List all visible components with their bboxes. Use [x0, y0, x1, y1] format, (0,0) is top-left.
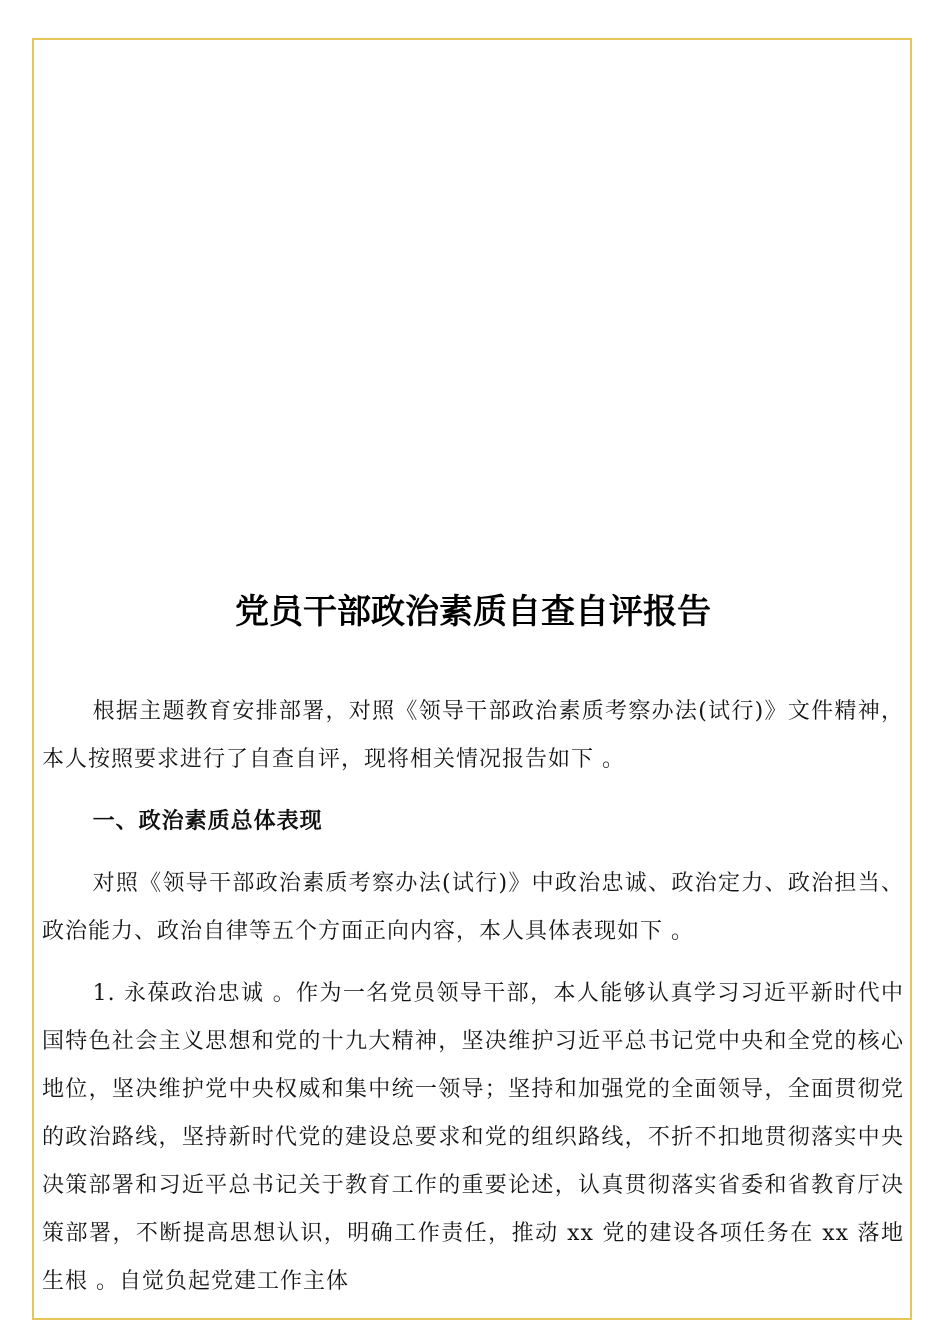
- section-heading-political-quality: 一、政治素质总体表现: [92, 809, 323, 834]
- intro-paragraph: 根据主题教育安排部署，对照《领导干部政治素质考察办法(试行)》文件精神，本人按照要求进行了自查自评，现将相关情况报告如下 。: [42, 699, 904, 772]
- document-body: [42, 588, 904, 1306]
- page-frame: [32, 38, 912, 1320]
- item-paragraph-political-loyalty: 1. 永葆政治忠诚 。作为一名党员领导干部，本人能够认真学习习近平新时代中国特色社会主义思想和党的十九大精神，坚决维护习近平总书记党中央和全党的核心地位，坚决维护党中央权威和集中统一领导；坚持和加强党的全面领导，全面贯彻党的政治路线，坚持新时代党的建设总要求和党的组织路线，不折不扣地贯彻落实中央决策部署和习近平总书记关于教育工作的重要论述，认真贯彻落实省委和省教育厅决策部署，不断提高思想认识，明确工作责任，推动 xx 党的建设各项任务在 xx 落地生根 。自觉负起党建工作主体: [42, 981, 904, 1294]
- section-paragraph: 对照《领导干部政治素质考察办法(试行)》中政治忠诚、政治定力、政治担当、政治能力、政治自律等五个方面正向内容，本人具体表现如下 。: [42, 871, 904, 944]
- document-title: 党员干部政治素质自查自评报告: [235, 592, 711, 632]
